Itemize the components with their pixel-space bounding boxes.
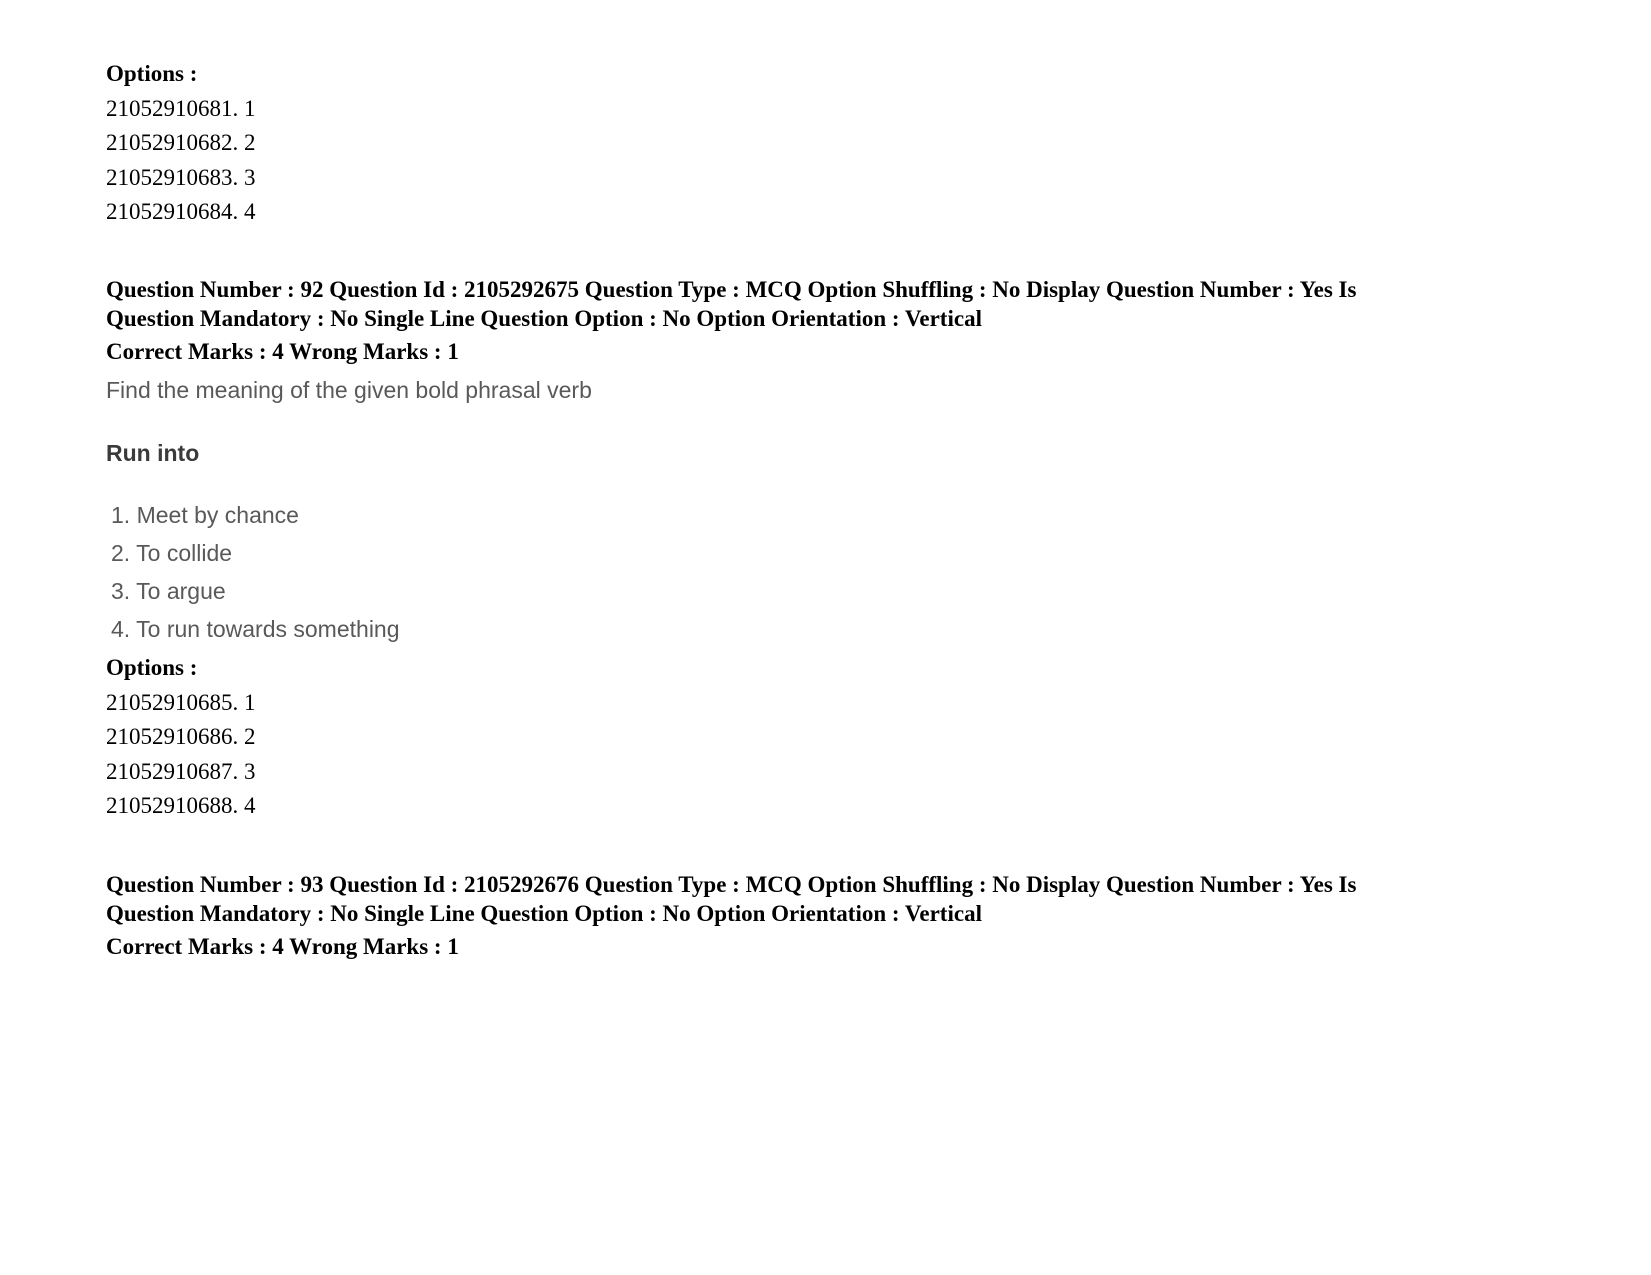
options-block-q92 [106, 651, 256, 824]
question-93-header [106, 871, 1356, 962]
option-item: 21052910688. 4 [106, 793, 256, 818]
question-meta-line: Question Mandatory : No Single Line Question Option : No Option Orientation : Vertical [106, 900, 982, 926]
question-marks: Correct Marks : 4 Wrong Marks : 1 [106, 934, 459, 959]
option-item: 21052910684. 4 [106, 199, 256, 224]
option-item: 21052910686. 2 [106, 724, 256, 749]
question-prompt: Find the meaning of the given bold phrasal verb [106, 377, 592, 403]
question-phrase: Run into [106, 440, 200, 466]
question-marks: Correct Marks : 4 Wrong Marks : 1 [106, 339, 459, 364]
options-heading: Options : [106, 655, 198, 680]
choice-item: 1. Meet by chance [111, 502, 299, 528]
question-choices [111, 496, 400, 648]
question-meta-line: Question Mandatory : No Single Line Question Option : No Option Orientation : Vertical [106, 305, 982, 331]
question-92-header [106, 276, 1356, 367]
option-item: 21052910685. 1 [106, 689, 256, 715]
choice-item: 4. To run towards something [111, 616, 400, 642]
question-meta-line: Question Number : 93 Question Id : 2105292676 Question Type : MCQ Option Shuffling : No Display Question Number : Yes Is [106, 872, 1357, 897]
options-block-previous [106, 57, 256, 230]
option-item: 21052910683. 3 [106, 164, 256, 190]
option-item: 21052910687. 3 [106, 758, 256, 784]
option-item: 21052910681. 1 [106, 95, 256, 121]
choice-item: 3. To argue [111, 578, 226, 604]
question-meta-line: Question Number : 92 Question Id : 2105292675 Question Type : MCQ Option Shuffling : No Display Question Number : Yes Is [106, 277, 1357, 302]
choice-item: 2. To collide [111, 540, 233, 566]
options-heading: Options : [106, 61, 198, 86]
option-item: 21052910682. 2 [106, 130, 256, 155]
